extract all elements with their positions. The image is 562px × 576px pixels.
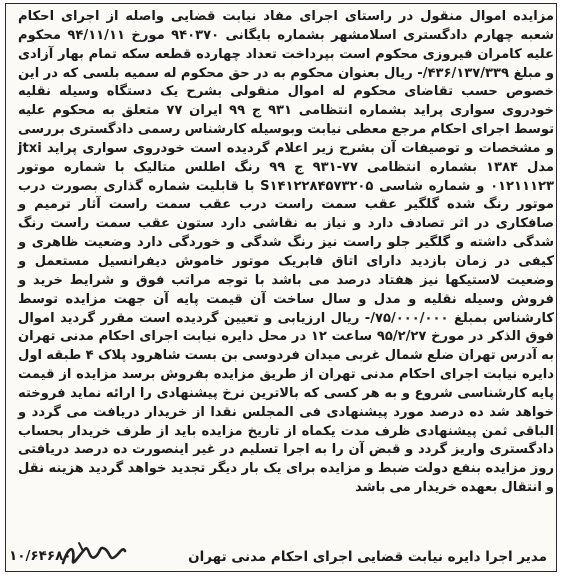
- notice-body: [18, 8, 554, 498]
- ad-code: ۱۰/۶۴۶۸۰: [9, 548, 72, 564]
- notice-title: مزایده اموال منقول: [420, 9, 554, 24]
- notice-text: در راستای اجرای مفاد نیابت قضایی واصله از اجرای احکام شعبه چهارم دادگستری اسلامشهر بشماره بایگانی ۹۴۰۳۷۰ مورخ ۹۴/۱۱/۱۱ محکوم علیه کامران فیروزی محکوم است بپرداخت تعداد چهارده قطعه سکه تمام بهار آزادی و مبلغ ۴۳۶/۱۳۷/۳۳۹/- ریال بعنوان محکوم به در حق محکوم له سمیه بلسی که در این خصوص حسب تقاضای محکوم له اموال منقولی بشرح یک دستگاه وسیله نقلیه خودروی سواری پراید بشماره انتظامی ۹۳۱ ج ۹۹ ایران ۷۷ متعلق به محکوم علیه توسط اجرای احکام مرجع معطی نیابت وبوسیله کارشناس رسمی دادگستری بررسی و مشخصات و توصیفات آن بشرح زیر اعلام گردیده است خودروی سواری پراید jtxi مدل ۱۳۸۴ بشماره انتظامی ۷۷-۹۳۱ ج ۹۹ رنگ اطلس متالیک با شماره موتور ۰۱۲۱۱۱۲۳ و شماره شاسی S۱۴۱۲۲۸۴۵۷۳۲۰۵ با قابلیت شماره گذاری بصورت درب موتور رنگ شده گلگیر عقب سمت راست درب عقب سمت راست آثار ترمیم و صافکاری در اثر تصادف دارد و نیاز به نقاشی دارد ستون عقب سمت راست رنگ شدگی داشته و گلگیر جلو راست نیز رنگ شدگی و خوردگی دارد وضعیت ظاهری و کیفی در زمان بازدید دارای اتاق فابریک موتور خاموش دیفرانسیل مستعمل و وضعیت لاستیکها نیز هفتاد درصد می باشد با توجه مراتب فوق و شرایط خرید و فروش وسیله نقلیه و مدل و سال ساخت آن قیمت پایه آن جهت مزایده توسط کارشناس بمبلغ ۷۵/۰۰۰/۰۰۰/- ریال ارزیابی و تعیین گردیده است مقرر گردید اموال فوق الذکر در مورخ ۹۵/۲/۲۷ ساعت ۱۲ در محل دایره نیابت اجرای احکام مدنی تهران به آدرس تهران ضلع شمال غربی میدان فردوسی بن بست شاهرود پلاک ۴ طبقه اول دایره نیابت اجرای احکام مدنی تهران از طریق مزایده بفروش برسد مزایده از قیمت پایه کارشناسی شروع و به هر کسی که بالاترین نرخ پیشنهادی را ارائه نماید فروخته خواهد شد ده درصد مورد پیشنهادی فی المجلس نقدا از خریدار دریافت می گردد و الباقی ثمن پیشنهادی ظرف مدت یکماه از تاریخ مزایده باید از طرف خریدار بحساب دادگستری واریز گردد و قبض آن را به اجرا تسلیم در غیر اینصورت ده درصد دریافتی روز مزایده بنفع دولت ضبط و مزایده برای یک بار دیگر تجدید خواهد گردید هزینه نقل و انتقال بعهده خریدار می باشد: [18, 9, 555, 496]
- auction-notice: [5, 3, 557, 572]
- notice-footer: [5, 545, 557, 572]
- handwritten-signature: [59, 539, 129, 571]
- signature-line: مدیر اجرا دایره نیابت قضایی اجرای احکام مدنی تهران: [188, 549, 547, 565]
